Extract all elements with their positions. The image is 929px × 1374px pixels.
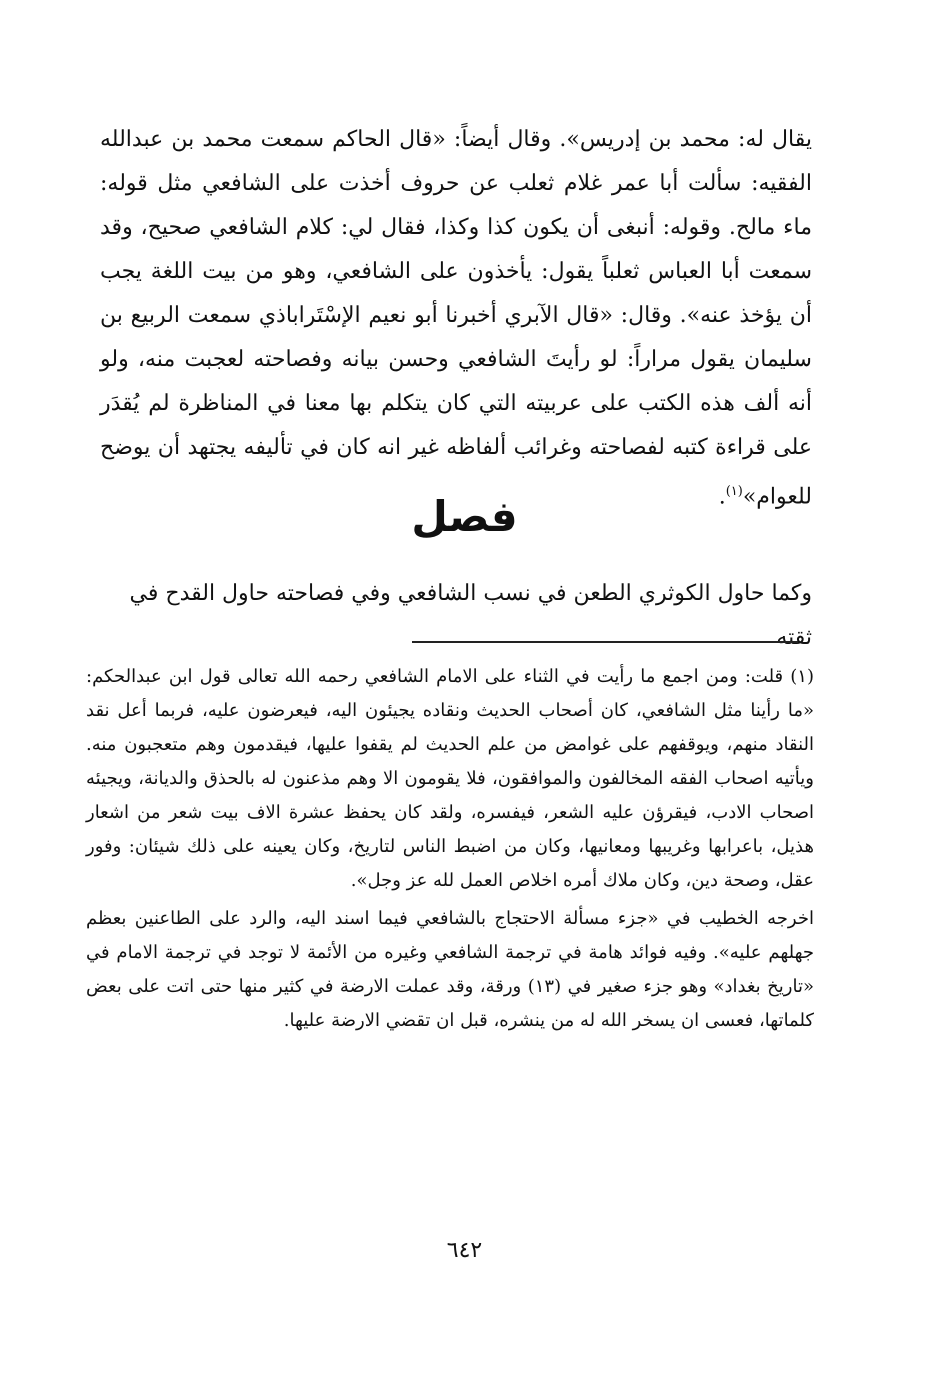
page-number: ٦٤٢ — [446, 1238, 483, 1263]
footnote-source: اخرجه الخطيب في «جزء مسألة الاحتجاج بالشافعي فيما اسند اليه، والرد على الطاعنين بعظم جهلهم عليه». وفيه فوائد هامة في ترجمة الشافعي وغيره من الأئمة لا توجد في ترجمة الامام في «تاريخ بغداد» وهو جزء صغير في (١٣) ورقة، وقد عملت الارضة في كثير منها حتى اتت على بعض كلماتها، فعسى ان يسخر الله له من ينشره، قبل ان تقضي الارضة عليها. — [86, 908, 814, 1031]
main-paragraph-closing: . — [718, 484, 726, 510]
section-text: وكما حاول الكوثري الطعن في نسب الشافعي وفي فصاحته حاول القدح في ثقته — [129, 581, 812, 650]
main-paragraph — [100, 118, 812, 519]
main-paragraph-text: يقال له: محمد بن إدريس». وقال أيضاً: «قال الحاكم سمعت محمد بن عبدالله الفقيه: سألت أبا عمر غلام ثعلب عن حروف أخذت على الشافعي مثل قوله: ماء مالح. وقوله: أنبغى أن يكون كذا وكذا، فقال لي: كلام الشافعي صحيح، وقد سمعت أبا العباس ثعلباً يقول: يأخذون على الشافعي، وهو من بيت اللغة يجب أن يؤخذ عنه». وقال: «قال الآبري أخبرنا أبو نعيم الإسْتَراباذي سمعت الربيع بن سليمان يقول مراراً: لو رأيتَ الشافعي وحسن بيانه وفصاحته لعجبت منه، ولو أنه ألف هذه الكتب على عربيته التي كان يتكلم بها معنا في المناظرة لم يُقدَر على قراءة كتبه لفصاحته وغرائب ألفاظه غير انه كان في تأليفه يجتهد أن يوضح للعوام» — [100, 127, 812, 510]
footnote-divider — [412, 641, 798, 643]
footnote-1: (١) قلت: ومن اجمع ما رأيت في الثناء على الامام الشافعي رحمه الله تعالى قول ابن عبدالحكم: «ما رأينا مثل الشافعي، كان أصحاب الحديث ونقاده يجيئون اليه، فيعرضون عليه، فربما أعل نقد النقاد منهم، ويوقفهم على غوامض من علم الحديث لم يقفوا عليها، فيقدمون وهم متعجبون منه. ويأتيه اصحاب الفقه المخالفون والموافقون، فلا يقومون الا وهم مذعنون له بالحذق والديانة، ويجيئه اصحاب الادب، فيقرؤن عليه الشعر، فيفسره، ولقد كان يحفظ عشرة الاف بيت شعر من اشعار هذيل، باعرابها وغريبها ومعانيها، وكان من اضبط الناس لتاريخ، وكان يعينه على ذلك شيئان: وفور عقل، وصحة دين، وكان ملاك أمره اخلاص العمل لله عز وجل». — [86, 666, 814, 891]
footnotes-block — [86, 660, 814, 1038]
main-text-block — [100, 118, 812, 519]
section-heading: فصل — [411, 492, 518, 541]
footnote-marker: (١) — [725, 484, 743, 499]
